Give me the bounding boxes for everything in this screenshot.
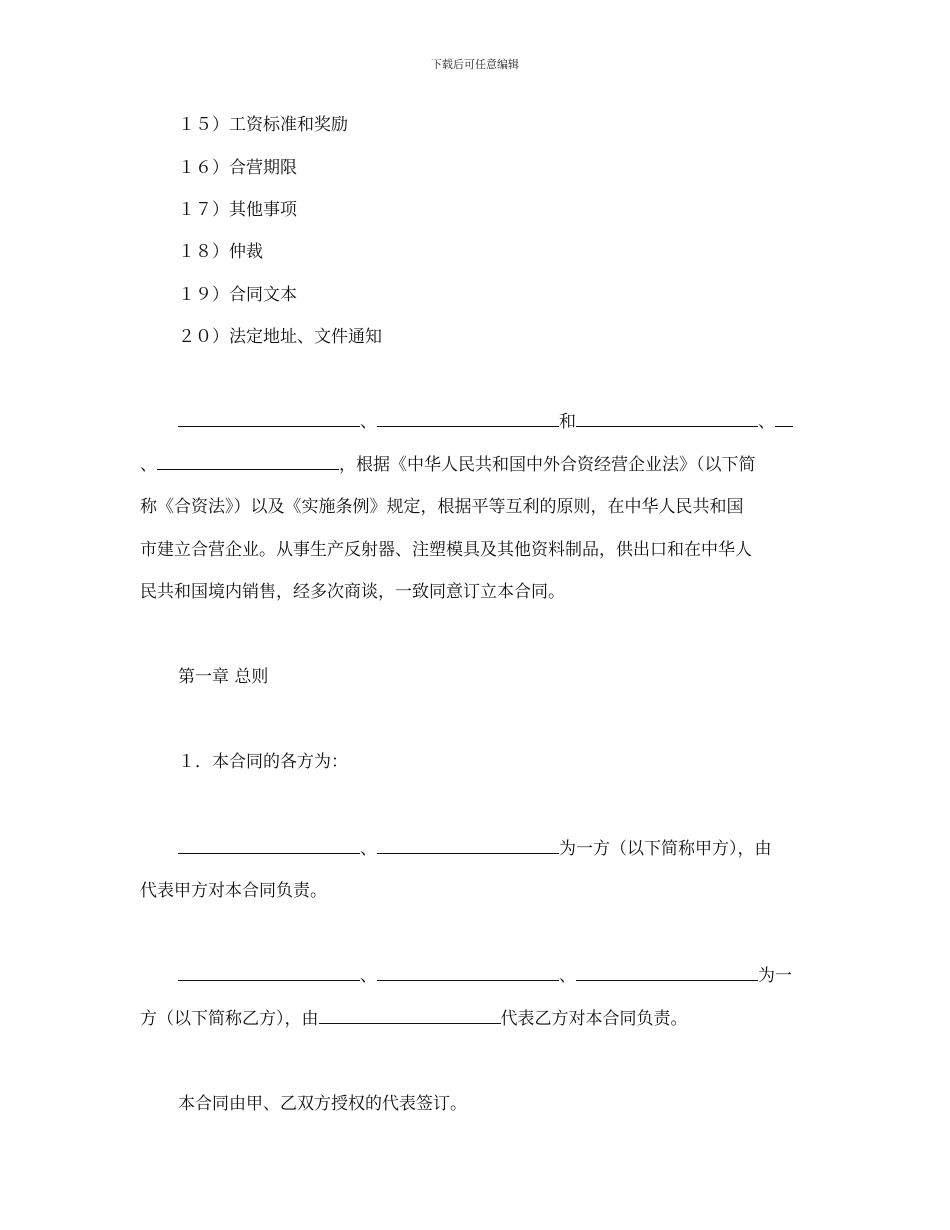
separator: 、 [360, 966, 377, 986]
header-note: 下载后可任意编辑 [431, 58, 519, 71]
preamble-line-3: 称《合资法》）以及《实施条例》规定，根据平等互利的原则，在中华人民共和国 [140, 497, 744, 517]
party-b-line-1 [178, 965, 810, 987]
list-item: １５）工资标准和奖励 [178, 115, 348, 135]
separator: 、 [758, 412, 775, 432]
party-b-text: 为一 [758, 966, 792, 986]
blank-line [775, 411, 793, 427]
separator: 、 [360, 412, 377, 432]
party-a-line-2: 代表甲方对本合同负责。 [140, 881, 327, 901]
blank-line [178, 838, 360, 854]
blank-line [377, 411, 559, 427]
blank-line [178, 965, 360, 981]
list-item: ２０）法定地址、文件通知 [178, 327, 382, 347]
party-a-text: 为一方（以下简称甲方），由 [559, 839, 772, 859]
blank-line [319, 1008, 501, 1024]
preamble-text: ，根据《中华人民共和国中外合资经营企业法》（以下简 [339, 455, 756, 475]
preamble-line-2 [140, 454, 810, 476]
blank-line [377, 838, 559, 854]
blank-line [576, 965, 758, 981]
list-item: １７）其他事项 [178, 200, 297, 220]
party-b-text: 代表乙方对本合同负责。 [500, 1009, 688, 1029]
party-a-line-1 [178, 838, 810, 860]
blank-line [157, 454, 339, 470]
separator: 、 [360, 839, 377, 859]
chapter-title: 第一章 总则 [178, 667, 269, 687]
party-b-text: 方（以下简称乙方），由 [140, 1009, 319, 1029]
preamble-line-1 [178, 411, 810, 433]
list-item: １８）仲裁 [178, 242, 263, 262]
clause-1: １．本合同的各方为： [178, 752, 348, 772]
separator: 、 [140, 455, 157, 475]
signing-statement: 本合同由甲、乙双方授权的代表签订。 [178, 1094, 467, 1114]
party-b-line-2 [140, 1008, 810, 1030]
blank-line [178, 411, 360, 427]
list-item: １９）合同文本 [178, 285, 297, 305]
preamble-line-5: 民共和国境内销售，经多次商谈，一致同意订立本合同。 [140, 582, 565, 602]
list-item: １６）合营期限 [178, 158, 297, 178]
separator: 、 [559, 966, 576, 986]
blank-line [377, 965, 559, 981]
blank-line [576, 411, 758, 427]
preamble-line-4: 市建立合营企业。从事生产反射器、注塑模具及其他资料制品，供出口和在中华人 [140, 540, 752, 560]
conjunction: 和 [559, 412, 576, 432]
